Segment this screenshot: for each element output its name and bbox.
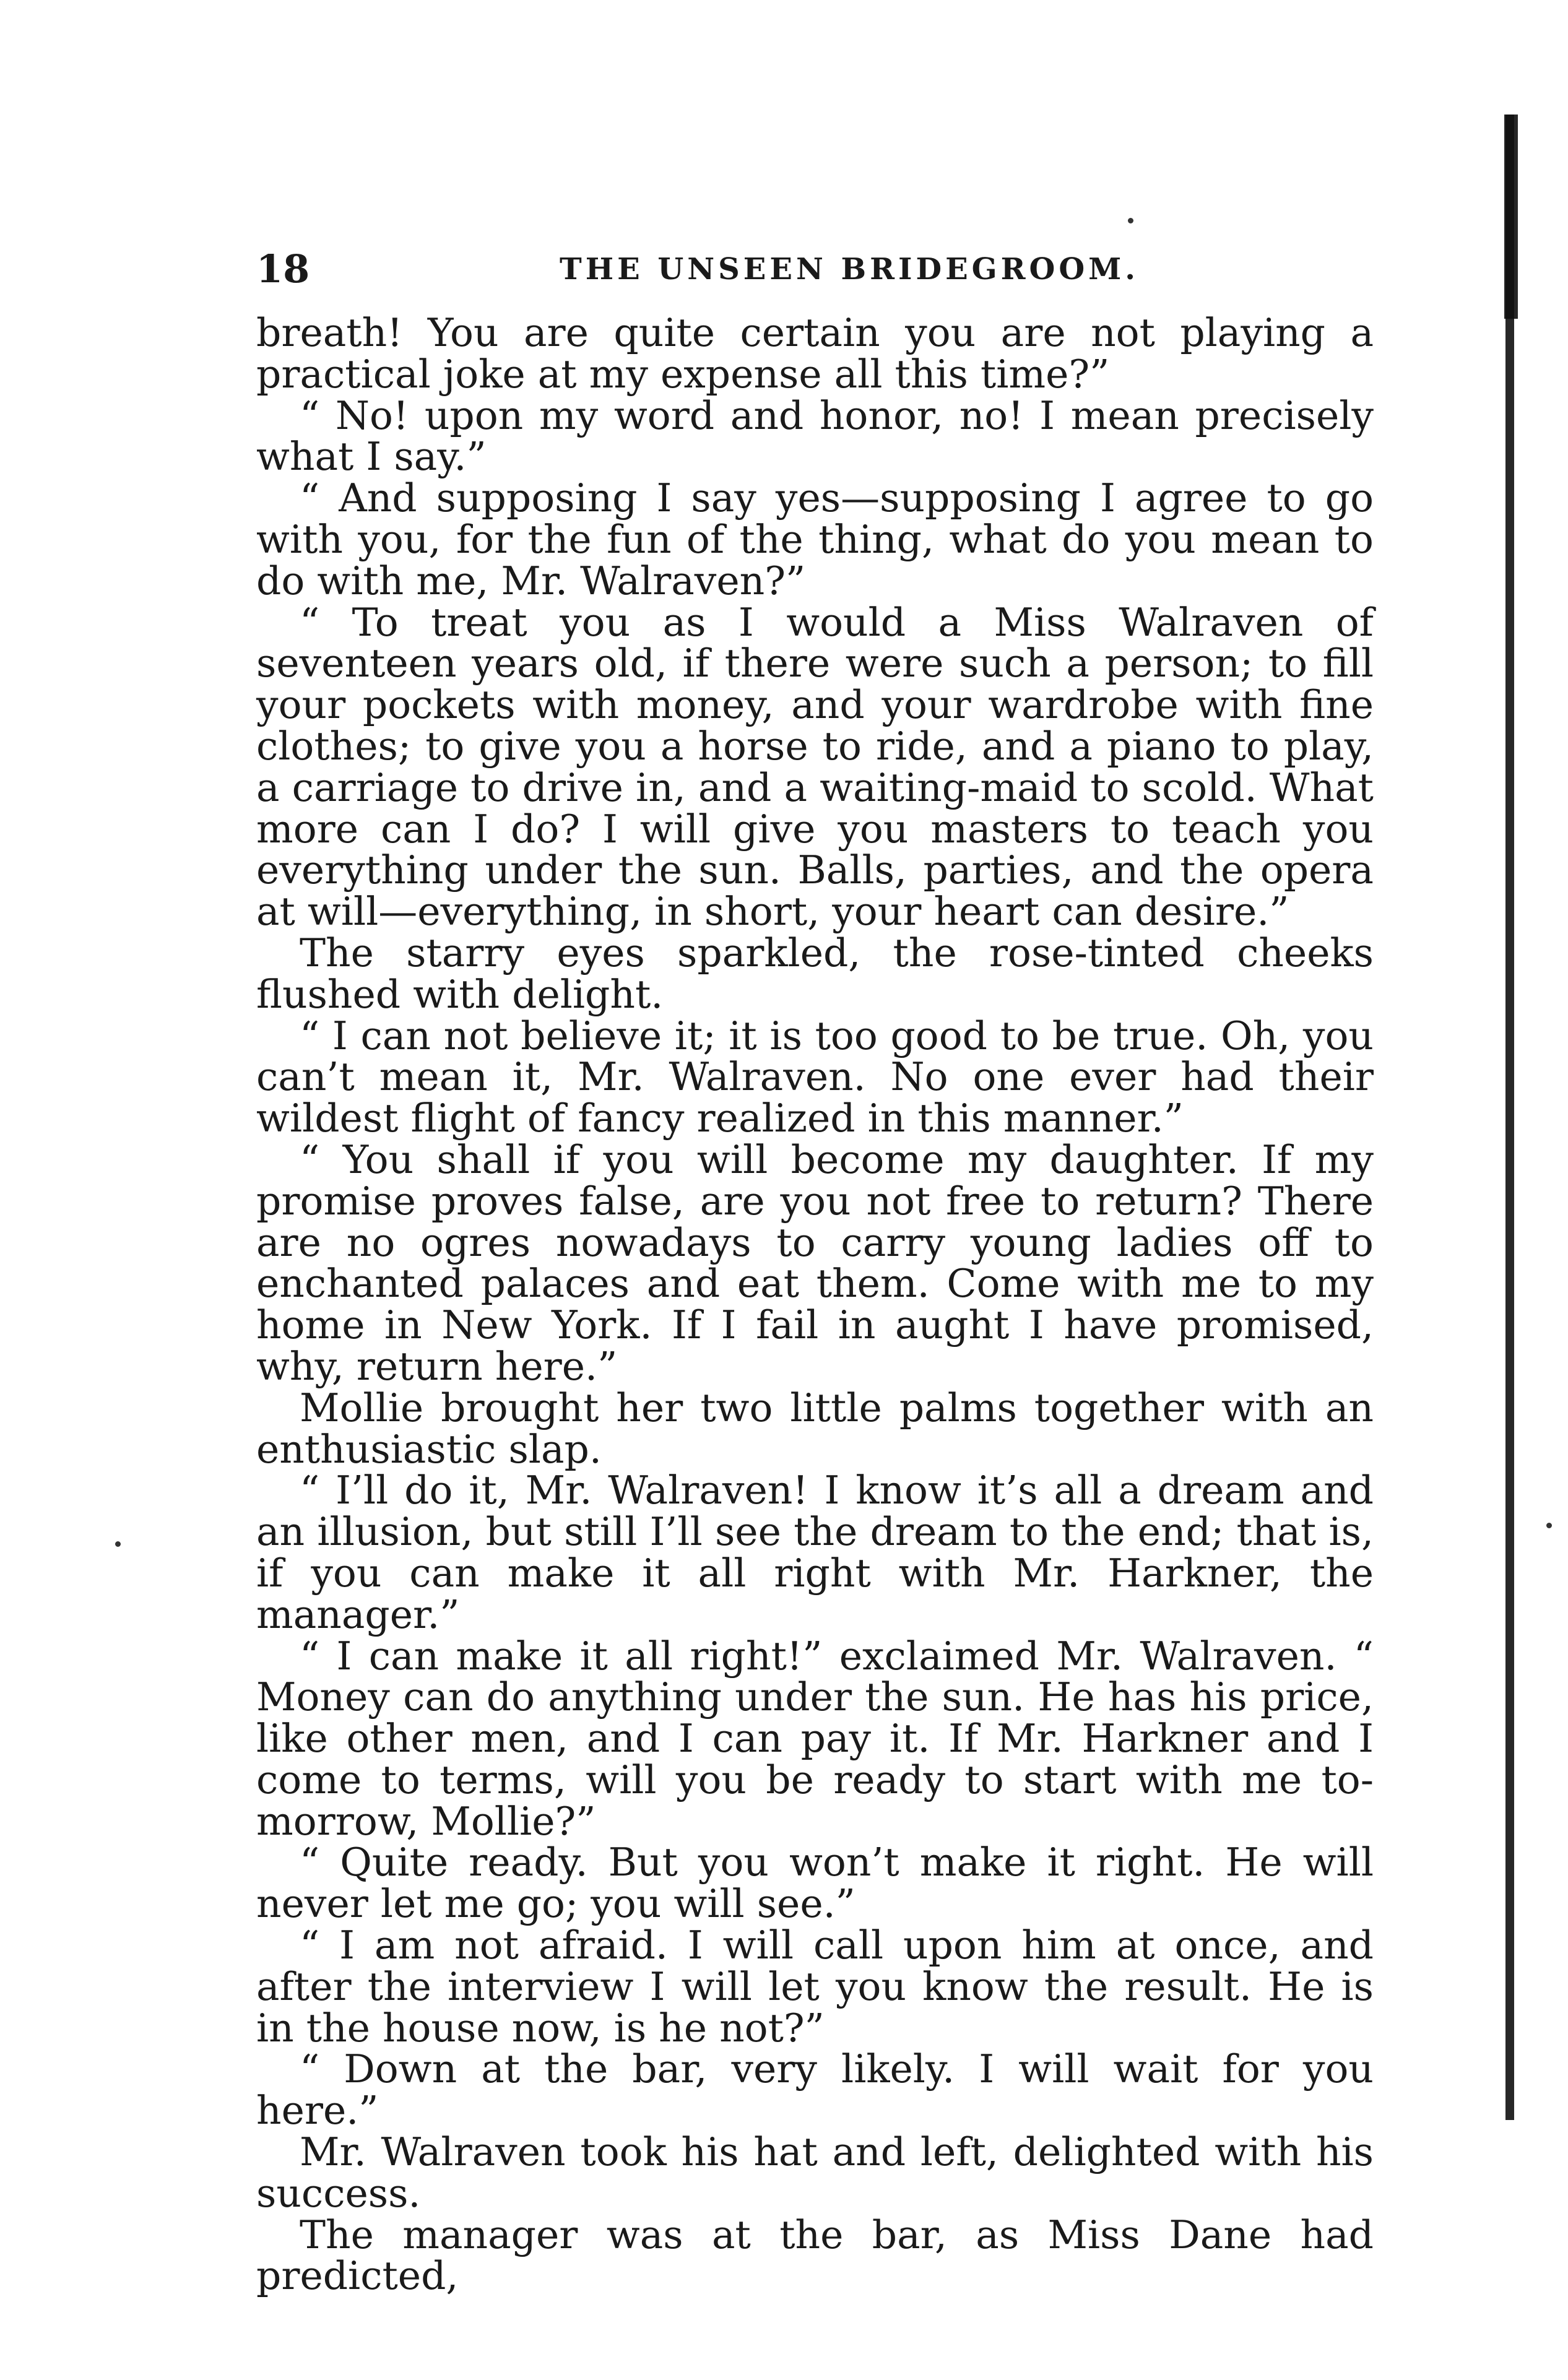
paragraph: “ And supposing I say yes—supposing I agree to go with you, for the fun of the thing, what do you mean to do with me, Mr. Walraven?”	[256, 475, 1374, 604]
page-body	[256, 310, 1374, 2299]
paragraph: The manager was at the bar, as Miss Dane had predicted,	[256, 2212, 1374, 2299]
paragraph: “ I’ll do it, Mr. Walraven! I know it’s all a dream and an illusion, but still I’ll see the dream to the end; that is, if you can make it all right with Mr. Harkner, the manager.”	[256, 1468, 1374, 1637]
page-header	[256, 244, 1395, 294]
scan-edge-shadow-top	[1504, 115, 1518, 319]
paragraph: “ I am not afraid. I will call upon him at once, and after the interview I will let you know the result. He is in the house now, is he not?”	[256, 1923, 1374, 2051]
paragraph: The starry eyes sparkled, the rose-tinted cheeks flushed with delight.	[256, 930, 1374, 1017]
running-title: THE UNSEEN BRIDEGROOM.	[560, 252, 1139, 287]
paragraph: Mollie brought her two little palms together with an enthusiastic slap.	[256, 1385, 1374, 1472]
paragraph: “ No! upon my word and honor, no! I mean precisely what I say.”	[256, 392, 1374, 480]
page-number: 18	[256, 246, 310, 292]
scan-edge-shadow	[1505, 115, 1514, 2120]
ink-speck	[1546, 1523, 1552, 1528]
paragraph: “ Quite ready. But you won’t make it right. He will never let me go; you will see.”	[256, 1840, 1374, 1927]
paragraph: Mr. Walraven took his hat and left, delighted with his success.	[256, 2129, 1374, 2216]
paragraph: “ Down at the bar, very likely. I will wait for you here.”	[256, 2046, 1374, 2134]
paragraph: “ To treat you as I would a Miss Walraven of seventeen years old, if there were such a person; to fill your pockets with money, and your wardrobe with fine clothes; to give you a horse to ride, and a piano to play, a carriage to drive in, and a waiting-maid to scold. What more can I do? I will give you masters to teach you everything under the sun. Balls, parties, and the opera at will—everything, in short, your heart can desire.”	[256, 599, 1374, 935]
paragraph: “ I can not believe it; it is too good to be true. Oh, you can’t mean it, Mr. Walraven. No one ever had their wildest flight of fancy realized in this manner.”	[256, 1013, 1374, 1141]
ink-speck	[1128, 218, 1133, 223]
ink-speck	[115, 1541, 121, 1547]
paragraph: breath! You are quite certain you are not playing a practical joke at my expense all this time?”	[256, 310, 1374, 397]
paragraph: “ You shall if you will become my daughter. If my promise proves false, are you not free to return? There are no ogres nowadays to carry young ladies off to enchanted palaces and eat them. Come with me to my home in New York. If I fail in aught I have promised, why, return here.”	[256, 1136, 1374, 1389]
paragraph: “ I can make it all right!” exclaimed Mr. Walraven. “ Money can do anything under the sun. He has his price, like other men, and I can pay it. If Mr. Harkner and I come to terms, will you be ready to start with me to-morrow, Mollie?”	[256, 1633, 1374, 1844]
